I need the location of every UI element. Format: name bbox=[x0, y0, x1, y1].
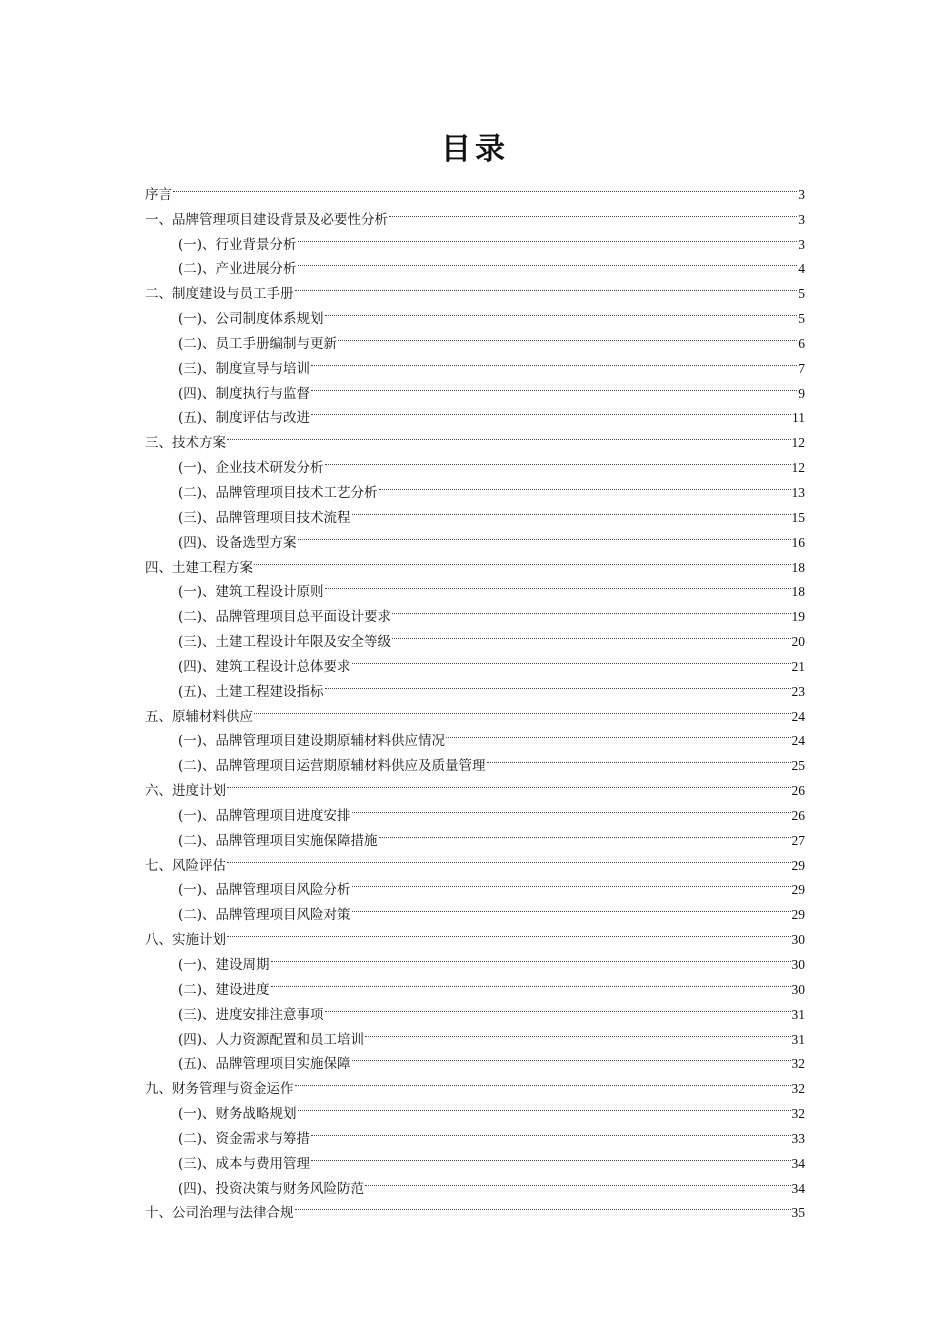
dot-leader bbox=[227, 919, 791, 944]
toc-entry-label: (四)、设备选型方案 bbox=[178, 534, 297, 551]
dot-leader bbox=[311, 1143, 790, 1168]
toc-entry-label: (四)、投资决策与财务风险防范 bbox=[178, 1180, 365, 1197]
toc-entry-label: (一)、企业技术研发分析 bbox=[178, 460, 324, 477]
toc-entry-label: (五)、土建工程建设指标 bbox=[178, 683, 324, 700]
toc-entry-page-number: 34 bbox=[791, 1155, 805, 1171]
toc-entry-page-number: 26 bbox=[791, 807, 805, 823]
toc-entry-label: (二)、品牌管理项目技术工艺分析 bbox=[178, 484, 378, 501]
toc-entry-page-number: 23 bbox=[791, 683, 805, 699]
dot-leader bbox=[311, 373, 797, 398]
toc-entry-page-number: 20 bbox=[791, 634, 805, 650]
toc-entry-label: (一)、品牌管理项目风险分析 bbox=[178, 882, 351, 899]
toc-entry-page-number: 25 bbox=[791, 758, 805, 774]
dot-leader bbox=[295, 1193, 791, 1218]
toc-entry-page-number: 3 bbox=[798, 236, 805, 252]
toc-entry-label: 五、原辅材料供应 bbox=[145, 708, 253, 725]
toc-entry-page-number: 32 bbox=[791, 1056, 805, 1072]
dot-leader bbox=[254, 547, 791, 572]
toc-entry-page-number: 16 bbox=[791, 534, 805, 550]
toc-entry-page-number: 34 bbox=[791, 1180, 805, 1196]
toc-entry-page-number: 31 bbox=[791, 1006, 805, 1022]
toc-entry-page-number: 29 bbox=[791, 857, 805, 873]
toc-entry-page-number: 27 bbox=[791, 832, 805, 848]
toc-entry[interactable] bbox=[145, 447, 805, 477]
dot-leader bbox=[227, 422, 791, 447]
toc-entry-label: 一、品牌管理项目建设背景及必要性分析 bbox=[145, 211, 388, 228]
toc-entry-label: (一)、建筑工程设计原则 bbox=[178, 584, 324, 601]
toc-entry-page-number: 29 bbox=[791, 882, 805, 898]
dot-leader bbox=[389, 199, 797, 224]
toc-entry-label: 序言 bbox=[145, 186, 172, 203]
toc-entry[interactable] bbox=[145, 870, 805, 899]
toc-entry[interactable] bbox=[145, 795, 805, 824]
toc-entry-label: 十、公司治理与法律合规 bbox=[145, 1205, 294, 1222]
dot-leader bbox=[446, 721, 790, 746]
dot-leader bbox=[298, 224, 798, 249]
dot-leader bbox=[298, 1093, 791, 1118]
dot-leader bbox=[352, 497, 791, 522]
toc-entry-page-number: 11 bbox=[792, 410, 805, 426]
dot-leader bbox=[271, 969, 791, 994]
dot-leader bbox=[352, 646, 791, 671]
dot-leader bbox=[392, 596, 790, 621]
toc-entry-page-number: 24 bbox=[791, 733, 805, 749]
toc-entry-page-number: 29 bbox=[791, 907, 805, 923]
dot-leader bbox=[487, 745, 791, 770]
toc-entry[interactable] bbox=[145, 199, 805, 228]
toc-entry-page-number: 9 bbox=[798, 385, 805, 401]
toc-entry-label: 四、土建工程方案 bbox=[145, 559, 253, 576]
toc-entry-page-number: 30 bbox=[791, 957, 805, 972]
toc-entry-page-number: 33 bbox=[791, 1130, 805, 1146]
dot-leader bbox=[379, 820, 791, 845]
dot-leader bbox=[295, 1068, 791, 1093]
dot-leader bbox=[254, 696, 791, 721]
toc-entry[interactable] bbox=[145, 770, 805, 800]
dot-leader bbox=[392, 621, 790, 646]
toc-entry-label: (二)、品牌管理项目实施保障措施 bbox=[178, 832, 378, 849]
toc-entry-label: (一)、建设周期 bbox=[178, 957, 270, 973]
dot-leader bbox=[325, 572, 791, 597]
table-of-contents bbox=[145, 174, 805, 1222]
toc-entry-page-number: 19 bbox=[791, 609, 805, 625]
toc-entry-page-number: 5 bbox=[798, 286, 805, 302]
dot-leader bbox=[311, 1118, 790, 1143]
dot-leader bbox=[352, 1044, 791, 1069]
toc-entry-label: (四)、人力资源配置和员工培训 bbox=[178, 1031, 365, 1048]
toc-entry-label: (三)、制度宣导与培训 bbox=[178, 360, 311, 377]
toc-entry-label: 九、财务管理与资金运作 bbox=[145, 1081, 294, 1098]
toc-entry-page-number: 35 bbox=[791, 1205, 805, 1221]
toc-entry-page-number: 13 bbox=[791, 484, 805, 500]
toc-entry-label: (二)、品牌管理项目风险对策 bbox=[178, 907, 351, 924]
dot-leader bbox=[311, 348, 797, 373]
toc-entry-label: (四)、建筑工程设计总体要求 bbox=[178, 658, 351, 675]
toc-entry-label: (一)、财务战略规划 bbox=[178, 1106, 297, 1123]
toc-entry-label: (三)、成本与费用管理 bbox=[178, 1155, 311, 1172]
toc-entry-page-number: 30 bbox=[791, 981, 805, 997]
toc-entry[interactable] bbox=[145, 845, 805, 874]
toc-entry-label: (四)、制度执行与监督 bbox=[178, 385, 311, 402]
toc-entry-page-number: 7 bbox=[798, 360, 805, 376]
toc-entry-label: (二)、资金需求与筹措 bbox=[178, 1130, 311, 1147]
toc-entry[interactable] bbox=[145, 422, 805, 452]
toc-entry-label: 二、制度建设与员工手册 bbox=[145, 286, 294, 303]
dot-leader bbox=[352, 894, 791, 919]
toc-entry-page-number: 18 bbox=[791, 559, 805, 575]
toc-entry-page-number: 32 bbox=[791, 1106, 805, 1122]
toc-entry-page-number: 3 bbox=[798, 186, 805, 202]
toc-entry-label: (三)、土建工程设计年限及安全等级 bbox=[178, 634, 392, 651]
dot-leader bbox=[352, 870, 791, 895]
toc-entry-label: (一)、品牌管理项目进度安排 bbox=[178, 807, 351, 824]
dot-leader bbox=[379, 472, 791, 497]
toc-entry-label: (一)、行业背景分析 bbox=[178, 236, 297, 253]
toc-entry-label: (二)、品牌管理项目运营期原辅材料供应及质量管理 bbox=[178, 758, 486, 775]
dot-leader bbox=[311, 398, 791, 423]
toc-entry-page-number: 4 bbox=[798, 261, 805, 277]
toc-entry-label: (三)、进度安排注意事项 bbox=[178, 1006, 324, 1023]
toc-entry-label: (一)、公司制度体系规划 bbox=[178, 311, 324, 328]
toc-entry-label: (二)、品牌管理项目总平面设计要求 bbox=[178, 609, 392, 626]
toc-entry-page-number: 12 bbox=[791, 460, 805, 476]
dot-leader bbox=[227, 845, 791, 870]
dot-leader bbox=[298, 522, 791, 547]
dot-leader bbox=[365, 1168, 790, 1193]
toc-entry-page-number: 26 bbox=[791, 783, 805, 799]
dot-leader bbox=[325, 298, 798, 323]
toc-entry-page-number: 3 bbox=[798, 211, 805, 227]
toc-entry-label: (二)、产业进展分析 bbox=[178, 261, 297, 278]
toc-entry-page-number: 15 bbox=[791, 509, 805, 525]
dot-leader bbox=[325, 994, 791, 1019]
toc-entry-label: (五)、制度评估与改进 bbox=[178, 410, 311, 427]
toc-entry-label: 三、技术方案 bbox=[145, 435, 226, 452]
page-title: 目录 bbox=[441, 132, 509, 167]
dot-leader bbox=[325, 447, 791, 472]
dot-leader bbox=[325, 671, 791, 696]
toc-entry-page-number: 31 bbox=[791, 1031, 805, 1047]
toc-entry-label: (三)、品牌管理项目技术流程 bbox=[178, 509, 351, 526]
toc-entry-page-number: 6 bbox=[798, 335, 805, 351]
dot-leader bbox=[352, 795, 791, 820]
toc-entry-label: 八、实施计划 bbox=[145, 932, 226, 949]
toc-entry-label: (二)、员工手册编制与更新 bbox=[178, 335, 338, 352]
toc-entry[interactable] bbox=[145, 944, 805, 973]
toc-entry-label: (一)、品牌管理项目建设期原辅材料供应情况 bbox=[178, 733, 446, 750]
toc-entry-page-number: 24 bbox=[791, 708, 805, 724]
dot-leader bbox=[338, 323, 797, 348]
toc-entry-label: 六、进度计划 bbox=[145, 783, 226, 800]
toc-entry-label: (二)、建设进度 bbox=[178, 981, 270, 998]
toc-entry[interactable] bbox=[145, 174, 805, 203]
toc-entry-page-number: 5 bbox=[798, 311, 805, 327]
toc-entry-label: (五)、品牌管理项目实施保障 bbox=[178, 1056, 351, 1073]
dot-leader bbox=[173, 174, 797, 199]
toc-entry-page-number: 21 bbox=[791, 658, 805, 674]
dot-leader bbox=[295, 273, 798, 298]
toc-entry[interactable] bbox=[145, 919, 805, 949]
toc-entry-page-number: 12 bbox=[791, 435, 805, 451]
toc-entry-page-number: 30 bbox=[791, 932, 805, 948]
dot-leader bbox=[298, 249, 798, 274]
dot-leader bbox=[365, 1019, 790, 1044]
toc-entry-label: 七、风险评估 bbox=[145, 857, 226, 874]
toc-entry-page-number: 32 bbox=[791, 1081, 805, 1097]
dot-leader bbox=[227, 770, 791, 795]
toc-entry-page-number: 18 bbox=[791, 584, 805, 600]
dot-leader bbox=[271, 944, 791, 969]
